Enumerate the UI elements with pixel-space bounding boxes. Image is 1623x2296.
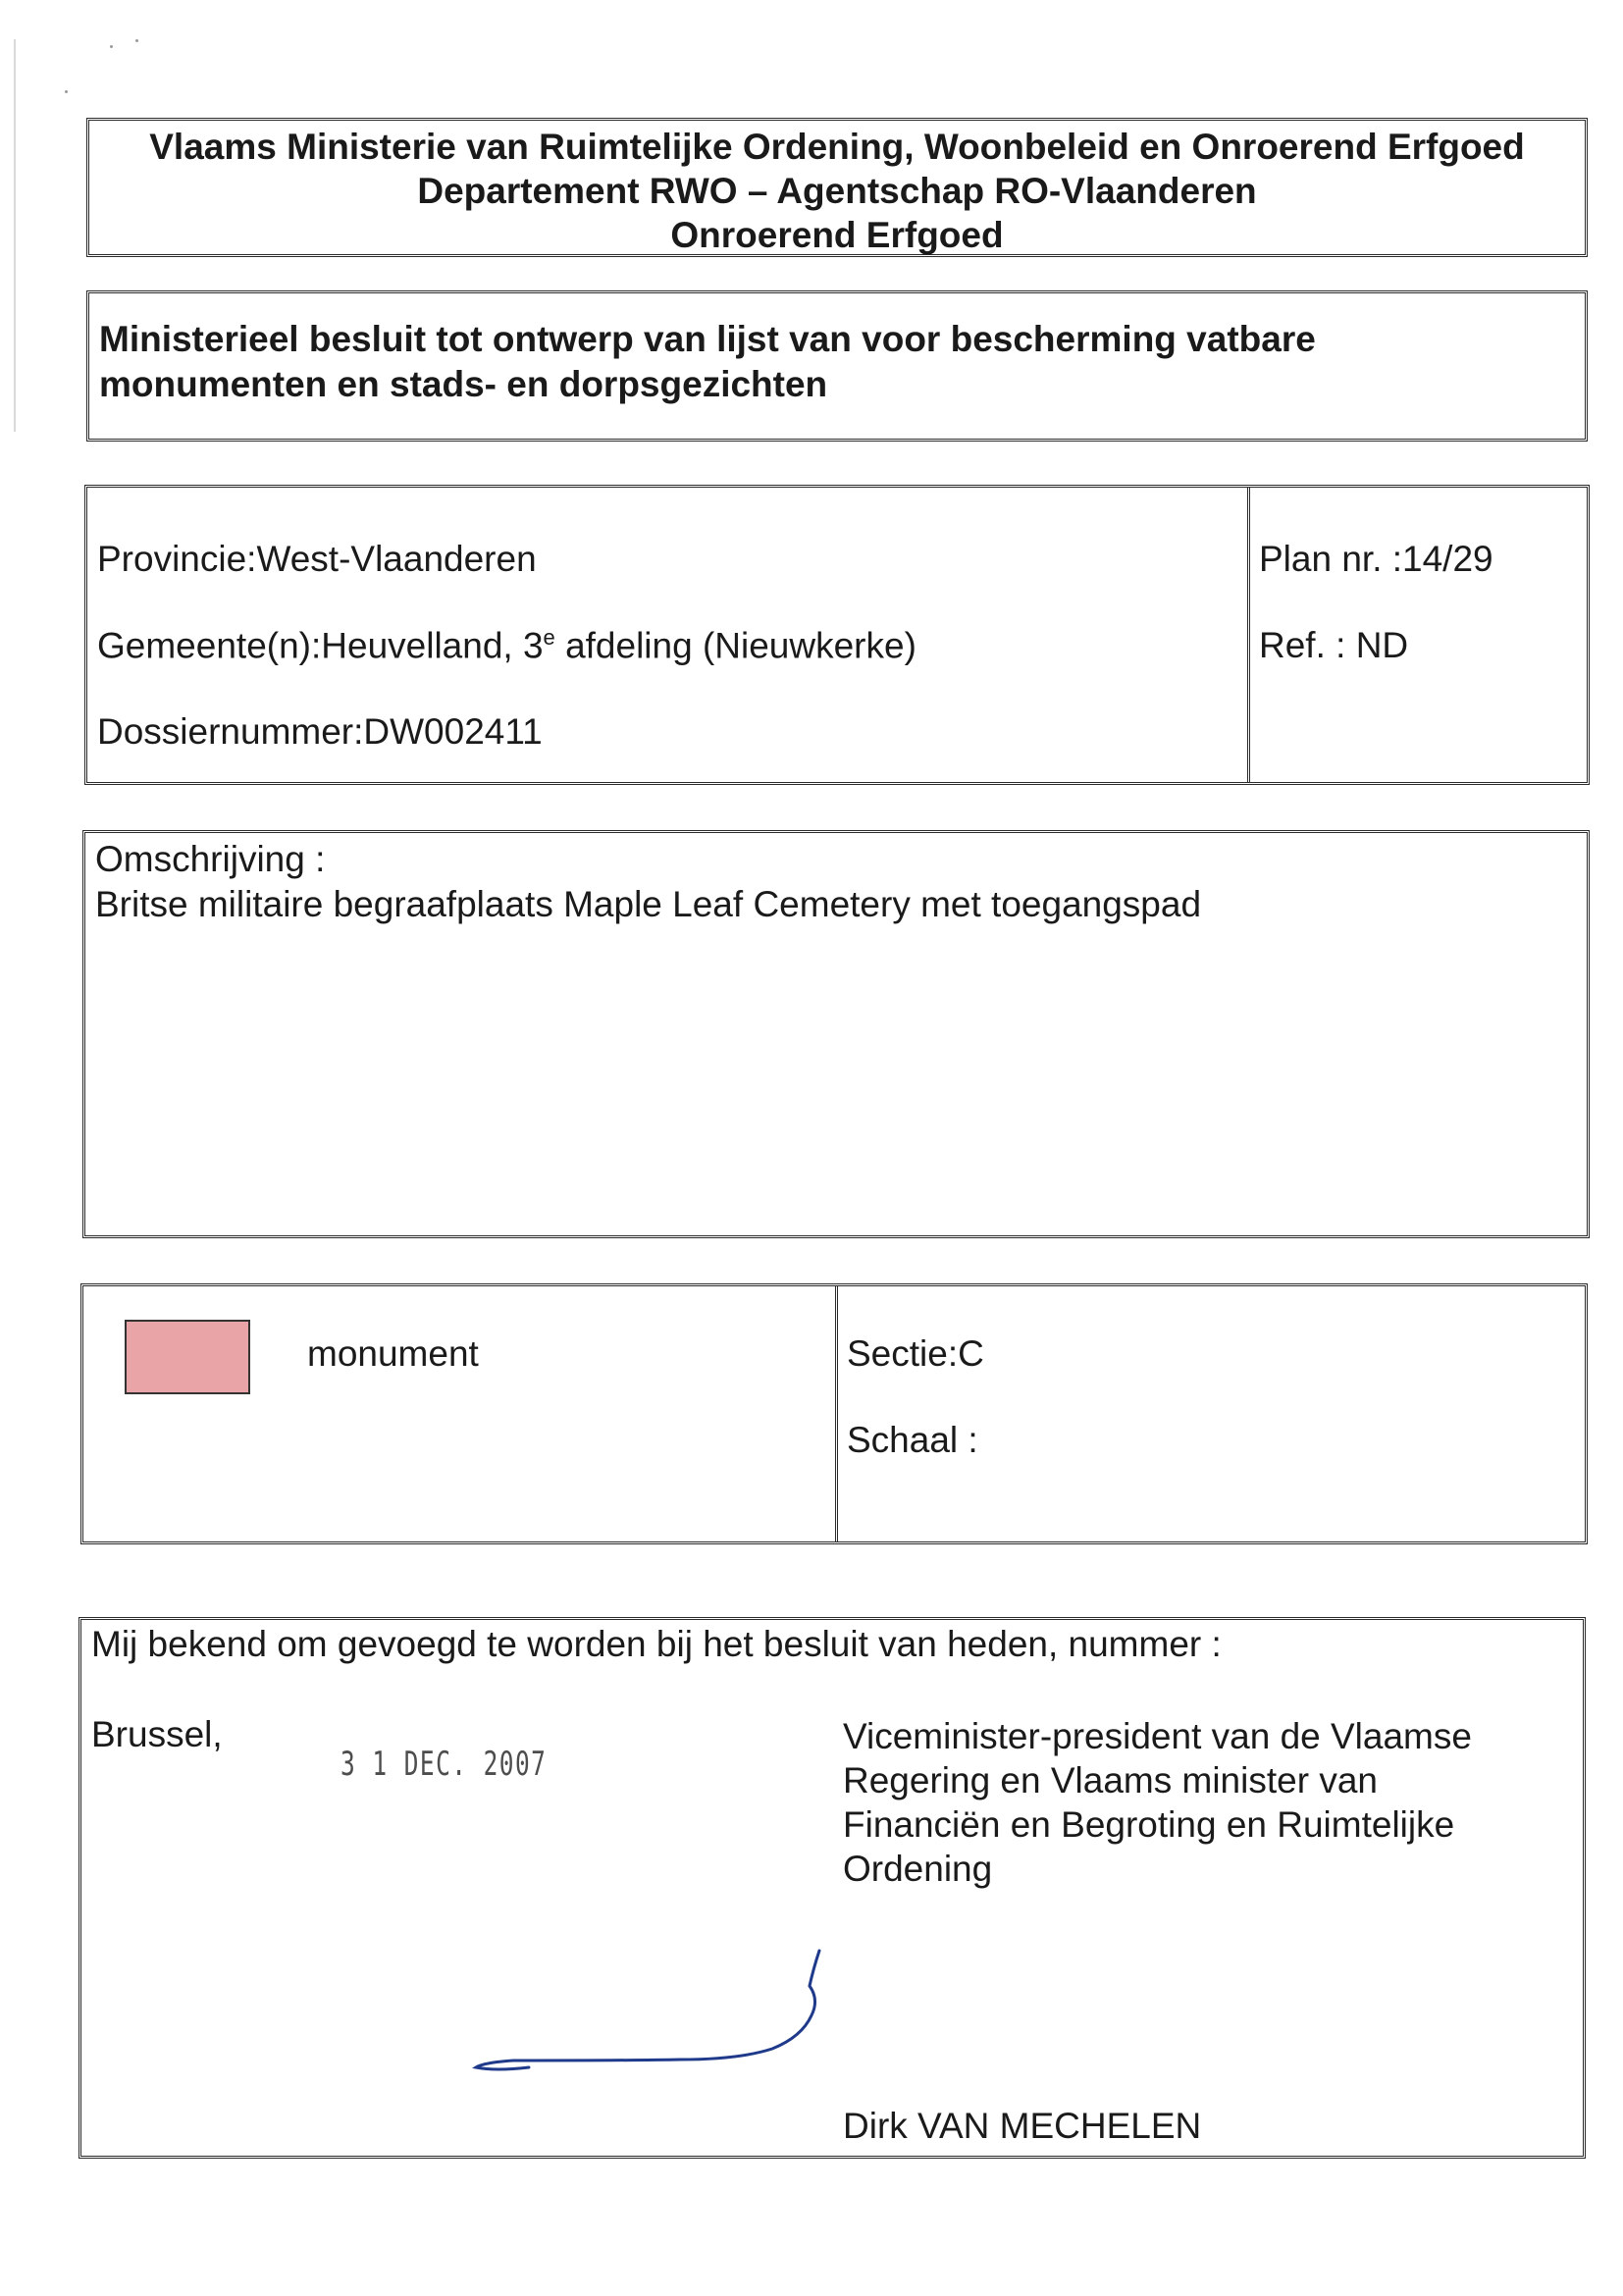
scan-speck: [65, 90, 68, 93]
reference-field: Ref. : ND: [1259, 625, 1409, 665]
signatory-title: [843, 1714, 1472, 1891]
sectie-field: Sectie:C: [847, 1333, 984, 1374]
monument-color-swatch: [125, 1320, 250, 1394]
header-box: [86, 118, 1588, 257]
legend-divider: [835, 1286, 838, 1541]
title-box: [86, 290, 1588, 442]
handwritten-signature: [592, 1949, 1180, 2096]
description-label: Omschrijving :: [95, 839, 326, 879]
document-title-line-2: monumenten en stads- en dorpsgezichten: [99, 364, 828, 404]
date-stamp: 3 1 DEC. 2007: [340, 1745, 548, 1784]
statement-text: Mij bekend om gevoegd te worden bij het besluit van heden, nummer :: [91, 1624, 1222, 1664]
signatory-title-line: Viceminister-president van de Vlaamse: [843, 1716, 1472, 1756]
scan-speck: [110, 45, 113, 48]
signatory-title-line: Ordening: [843, 1849, 993, 1889]
description-text: Britse militaire begraafplaats Maple Leaf Cemetery met toegangspad: [95, 884, 1202, 924]
department-name: Departement RWO – Agentschap RO-Vlaanderen: [417, 171, 1257, 211]
document-title-line-1: Ministerieel besluit tot ontwerp van lijst van voor bescherming vatbare: [99, 319, 1316, 359]
plan-number-field: Plan nr. :14/29: [1259, 539, 1493, 579]
location-box: [84, 485, 1590, 785]
description-box: [82, 830, 1590, 1238]
dossiernummer-field: Dossiernummer:DW002411: [97, 711, 543, 752]
schaal-field: Schaal :: [847, 1420, 978, 1460]
agency-name: Onroerend Erfgoed: [670, 215, 1004, 255]
ministry-name: Vlaams Ministerie van Ruimtelijke Ordening, Woonbeleid en Onroerend Erfgoed: [149, 127, 1525, 167]
signatory-title-line: Regering en Vlaams minister van: [843, 1760, 1378, 1800]
legend-label-monument: monument: [307, 1333, 479, 1374]
legend-box: [80, 1283, 1588, 1544]
place-text: Brussel,: [91, 1714, 223, 1754]
signatory-title-line: Financiën en Begroting en Ruimtelijke: [843, 1804, 1455, 1845]
provincie-field: Provincie:West-Vlaanderen: [97, 539, 537, 579]
scan-speck: [135, 39, 138, 42]
signatory-name: Dirk VAN MECHELEN: [843, 2106, 1202, 2146]
signature-box: [79, 1617, 1586, 2159]
location-divider: [1247, 488, 1250, 782]
gemeente-field: Gemeente(n):Heuvelland, 3e afdeling (Nieuwkerke): [97, 625, 916, 666]
scan-margin-line: [14, 39, 16, 432]
